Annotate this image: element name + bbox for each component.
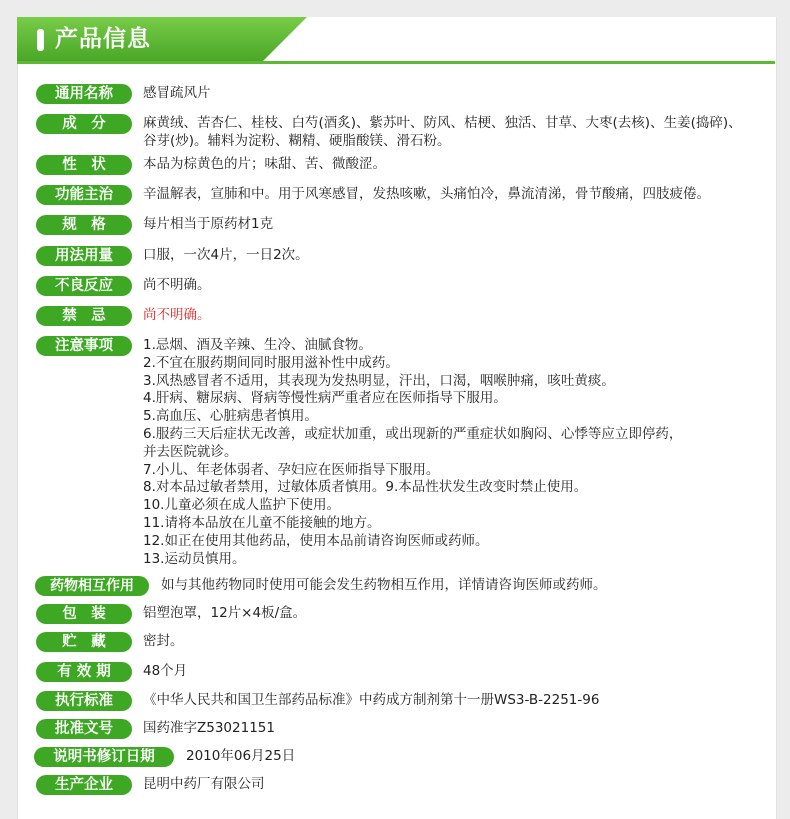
value-package: 铝塑泡罩，12片×4板/盒。: [143, 605, 307, 621]
value-specification: 每片相当于原药材1克: [143, 216, 274, 232]
label-precautions: 注意事项: [36, 336, 132, 356]
label-dosage: 用法用量: [36, 246, 132, 266]
label-interactions: 药物相互作用: [35, 576, 149, 596]
precaution-item: 1.忌烟、酒及辛辣、生冷、油腻食物。: [143, 337, 372, 353]
label-contraindications: 禁 忌: [36, 306, 132, 326]
precaution-item: 6.服药三天后症状无改善，或症状加重，或出现新的严重症状如胸闷、心悸等应立即停药，: [143, 425, 683, 442]
precaution-item: 4.肝病、糖尿病、肾病等慢性病严重者应在医师指导下服用。: [143, 390, 507, 407]
value-manufacturer: 昆明中药厂有限公司: [143, 776, 265, 792]
value-approval-number: 国药准字Z53021151: [143, 720, 275, 736]
label-ingredients: 成 分: [36, 114, 132, 134]
value-ingredients: [143, 115, 775, 151]
precaution-item: 13.运动员慎用。: [143, 550, 246, 567]
label-standard: 执行标准: [36, 691, 132, 711]
label-appearance: 性 状: [36, 155, 132, 175]
label-generic-name: 通用名称: [36, 84, 132, 104]
label-validity: 有 效 期: [36, 662, 132, 682]
ingredients-line: 谷芽(炒)。辅料为淀粉、糊精、硬脂酸镁、滑石粉。: [143, 132, 451, 149]
precaution-item: 3.风热感冒者不适用，其表现为发热明显，汗出，口渴，咽喉肿痛，咳吐黄痰。: [143, 372, 615, 389]
value-adverse-reactions: 尚不明确。: [143, 277, 211, 293]
precaution-item: 并去医院就诊。: [143, 443, 238, 460]
value-precautions: [143, 337, 775, 568]
precaution-item: 10.儿童必须在成人监护下使用。: [143, 497, 340, 514]
label-package: 包 装: [36, 604, 132, 624]
value-contraindications: 尚不明确。: [143, 307, 211, 323]
section-title: 产品信息: [55, 26, 151, 52]
value-generic-name: 感冒疏风片: [143, 85, 211, 101]
value-interactions: 如与其他药物同时使用可能会发生药物相互作用，详情请咨询医师或药师。: [161, 577, 607, 593]
label-indications: 功能主治: [36, 185, 132, 205]
precaution-item: 7.小儿、年老体弱者、孕妇应在医师指导下服用。: [143, 461, 440, 478]
precaution-item: 8.对本品过敏者禁用，过敏体质者慎用。9.本品性状发生改变时禁止使用。: [143, 479, 588, 496]
value-indications: 辛温解表，宣肺和中。用于风寒感冒，发热咳嗽，头痛怕冷，鼻流清涕，骨节酸痛，四肢疲倦。: [143, 186, 710, 202]
header-underline: [17, 61, 775, 64]
ingredients-line: 麻黄绒、苦杏仁、桂枝、白芍(酒炙)、紫苏叶、防风、桔梗、独活、甘草、大枣(去核)、生姜(捣碎)、: [143, 115, 742, 131]
label-specification: 规 格: [36, 215, 132, 235]
title-marker-icon: [37, 29, 44, 51]
value-revision-date: 2010年06月25日: [186, 748, 296, 764]
precaution-item: 12.如正在使用其他药品，使用本品前请咨询医师或药师。: [143, 532, 489, 549]
value-standard: 《中华人民共和国卫生部药品标准》中药成方制剂第十一册WS3-B-2251-96: [143, 692, 600, 708]
value-appearance: 本品为棕黄色的片；味甜、苦、微酸涩。: [143, 156, 386, 172]
label-approval-number: 批准文号: [36, 719, 132, 739]
value-dosage: 口服，一次4片，一日2次。: [143, 247, 309, 263]
value-validity: 48个月: [143, 663, 188, 679]
precaution-item: 11.请将本品放在儿童不能接触的地方。: [143, 514, 381, 531]
precaution-item: 5.高血压、心脏病患者慎用。: [143, 408, 318, 425]
label-manufacturer: 生产企业: [36, 775, 132, 795]
label-storage: 贮 藏: [36, 632, 132, 652]
label-adverse-reactions: 不良反应: [36, 276, 132, 296]
label-revision-date: 说明书修订日期: [34, 747, 174, 767]
precaution-item: 2.不宜在服药期间同时服用滋补性中成药。: [143, 354, 399, 371]
value-storage: 密封。: [143, 633, 184, 649]
